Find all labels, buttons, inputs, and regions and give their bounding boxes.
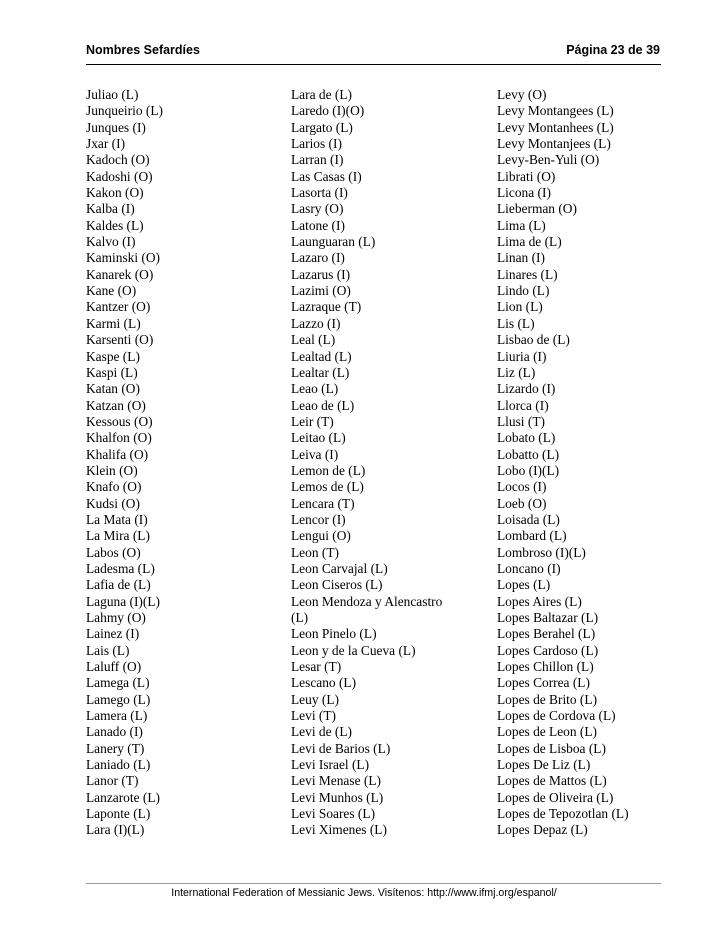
footer-divider (86, 883, 661, 884)
surname-entry: Lopes de Tepozotlan (L) (497, 806, 629, 822)
surname-entry: Leuy (L) (291, 691, 339, 707)
surname-entry: Jxar (I) (86, 136, 126, 152)
surname-entry: Lobo (I)(L) (497, 462, 560, 478)
surname-entry: Lopes Chillon (L) (497, 659, 594, 675)
surname-entry: Kalvo (I) (86, 234, 136, 250)
surname-entry: Lescano (L) (291, 675, 357, 691)
surname-entry: Lopes de Brito (L) (497, 691, 598, 707)
name-column-3 (497, 87, 629, 839)
surname-entry: Loncano (I) (497, 560, 561, 576)
surname-entry: Lamera (L) (86, 708, 148, 724)
surname-entry: Lasorta (I) (291, 185, 348, 201)
surname-entry: Levi Ximenes (L) (291, 822, 387, 838)
surname-entry: Launguaran (L) (291, 234, 376, 250)
surname-entry: Lion (L) (497, 299, 543, 315)
surname-entry: Lopes Baltazar (L) (497, 610, 599, 625)
surname-entry: Leon Carvajal (L) (291, 560, 388, 576)
surname-entry: Liz (L) (497, 364, 536, 380)
surname-entry: Kakon (O) (86, 185, 144, 201)
surname-entry: Loisada (L) (497, 511, 560, 527)
surname-entry: Linares (L) (497, 266, 558, 282)
surname-entry: Lopes (L) (497, 577, 551, 593)
surname-entry: Kane (O) (86, 283, 137, 299)
surname-entry: Kanarek (O) (86, 266, 154, 282)
surname-entry: Lopes de Oliveira (L) (497, 789, 614, 805)
surname-entry: Khalifa (O) (86, 446, 149, 462)
surname-entry: Lazzo (I) (291, 315, 341, 331)
surname-entry: Lesar (T) (291, 659, 342, 675)
surname-entry: Ladesma (L) (86, 560, 155, 576)
surname-entry: Kantzer (O) (86, 299, 151, 315)
surname-entry: Kaminski (O) (86, 250, 161, 266)
surname-entry: Levy (O) (497, 87, 547, 102)
surname-entry: Largato (L) (291, 119, 353, 135)
surname-entry: Leitao (L) (291, 430, 346, 446)
surname-entry: Labos (O) (86, 544, 141, 560)
surname-entry: La Mira (L) (86, 528, 150, 544)
surname-entry: Leon Pinelo (L) (291, 626, 377, 642)
surname-entry: Lazaro (I) (291, 250, 345, 266)
surname-entry: Lamega (L) (86, 675, 150, 691)
surname-entry: Kadoshi (O) (86, 168, 153, 184)
surname-entry: Lealtar (L) (291, 364, 350, 380)
surname-entry: Leao de (L) (291, 397, 355, 413)
surname-entry: Larran (I) (291, 152, 344, 168)
surname-entry: Leon Ciseros (L) (291, 577, 383, 593)
surname-entry: Levi de (L) (291, 724, 352, 740)
surname-entry: Kaspe (L) (86, 348, 140, 364)
surname-entry: Juliao (L) (86, 87, 139, 102)
surname-entry: Lis (L) (497, 315, 535, 331)
surname-entry: Licona (I) (497, 185, 551, 201)
surname-entry: Lara de (L) (291, 87, 352, 102)
surname-entry: Lima de (L) (497, 234, 562, 250)
surname-entry: Leon y de la Cueva (L) (291, 642, 416, 658)
surname-entry: Lombard (L) (497, 528, 567, 544)
surname-entry: Laguna (I)(L) (86, 593, 160, 609)
surname-entry: Lopes Cardoso (L) (497, 642, 599, 658)
surname-entry: Lima (L) (497, 217, 546, 233)
name-column-1 (86, 87, 163, 839)
surname-entry: Lopes Correa (L) (497, 675, 590, 691)
surname-entry: Lieberman (O) (497, 201, 577, 217)
surname-entry: Lasry (O) (291, 201, 344, 217)
surname-entry: Lazimi (O) (291, 283, 351, 299)
surname-entry: Leon Mendoza y Alencastro (291, 593, 443, 609)
surname-entry: Lopes de Lisboa (L) (497, 740, 606, 756)
surname-entry: Laniado (L) (86, 757, 151, 773)
surname-entry: Levi Israel (L) (291, 757, 370, 773)
surname-entry: Lopes Berahel (L) (497, 626, 596, 642)
surname-entry: Levi Munhos (L) (291, 789, 384, 805)
surname-entry: Lombroso (I)(L) (497, 544, 586, 560)
surname-entry: Levi de Barios (L) (291, 740, 391, 756)
surname-entry: Leal (L) (291, 332, 336, 348)
surname-entry: Junqueirio (L) (86, 103, 163, 119)
surname-entry: Lais (L) (86, 642, 130, 658)
surname-entry: Lara (I)(L) (86, 822, 145, 838)
surname-entry: Lainez (I) (86, 626, 140, 642)
surname-entry: Leon (T) (291, 544, 339, 560)
surname-entry: Llusi (T) (497, 413, 545, 429)
surname-entry: Levy Montanhees (L) (497, 119, 614, 135)
surname-entry: Lanado (I) (86, 724, 143, 740)
surname-entry: Lealtad (L) (291, 348, 352, 364)
surname-entry: Lencor (I) (291, 511, 346, 527)
surname-entry: Kaspi (L) (86, 364, 138, 380)
surname-entry: Levy Montangees (L) (497, 103, 614, 119)
surname-entry: Lamego (L) (86, 691, 151, 707)
surname-entry: Lopes De Liz (L) (497, 757, 591, 773)
surname-entry: La Mata (I) (86, 511, 148, 527)
surname-entry: Lobatto (L) (497, 446, 560, 462)
surname-entry: Lemon de (L) (291, 462, 366, 478)
surname-entry: Kadoch (O) (86, 152, 150, 168)
surname-entry: Leiva (I) (291, 446, 339, 462)
surname-entry: Lanzarote (L) (86, 789, 160, 805)
surname-entry: Llorca (I) (497, 397, 549, 413)
surname-entry: Lanor (T) (86, 773, 139, 789)
surname-entry: Larios (I) (291, 136, 342, 152)
surname-entry: Levi Soares (L) (291, 806, 376, 822)
surname-entry: Lizardo (I) (497, 381, 556, 397)
surname-entry: Lanery (T) (86, 740, 145, 756)
surname-entry: Levi Menase (L) (291, 773, 381, 789)
surname-entry: Linan (I) (497, 250, 545, 266)
page-number: Página 23 de 39 (566, 43, 660, 57)
surname-entry: Laluff (O) (86, 659, 142, 675)
surname-entry: Katzan (O) (86, 397, 146, 413)
surname-entry: Levi (T) (291, 708, 336, 724)
surname-entry: Junques (I) (86, 119, 146, 135)
surname-entry: Katan (O) (86, 381, 140, 397)
surname-entry: Lisbao de (L) (497, 332, 570, 348)
surname-entry: Kaldes (L) (86, 217, 144, 233)
page-footer: International Federation of Messianic Jews. Visítenos: http://www.ifmj.org/espanol/ (171, 887, 557, 899)
surname-entry: Knafo (O) (86, 479, 142, 495)
surname-entry: Latone (I) (291, 217, 345, 233)
header-divider (86, 64, 661, 65)
surname-entry: Laponte (L) (86, 806, 151, 822)
surname-entry: Lahmy (O) (86, 610, 146, 625)
surname-entry: Khalfon (O) (86, 430, 152, 446)
surname-entry: Lopes de Leon (L) (497, 724, 598, 740)
surname-entry: Locos (I) (497, 479, 547, 495)
surname-entry: Kudsi (O) (86, 495, 140, 511)
surname-entry: Klein (O) (86, 462, 138, 478)
surname-entry: Karsenti (O) (86, 332, 154, 348)
surname-entry: Lopes de Mattos (L) (497, 773, 607, 789)
surname-entry: Kessous (O) (86, 413, 153, 429)
surname-entry: Lafia de (L) (86, 577, 151, 593)
name-column-2 (291, 87, 442, 839)
document-title: Nombres Sefardíes (86, 43, 200, 57)
surname-entry: Karmi (L) (86, 315, 141, 331)
surname-entry: Levy-Ben-Yuli (O) (497, 152, 600, 168)
surname-entry: Leir (T) (291, 413, 334, 429)
surname-entry: Lencara (T) (291, 495, 355, 511)
surname-entry: Levy Montanjees (L) (497, 136, 611, 152)
surname-entry: (L) (291, 610, 309, 625)
surname-entry: Las Casas (I) (291, 168, 362, 184)
surname-entry: Lopes Aires (L) (497, 593, 582, 609)
surname-entry: Lobato (L) (497, 430, 556, 446)
surname-entry: Lazarus (I) (291, 266, 351, 282)
surname-entry: Lopes de Cordova (L) (497, 708, 616, 724)
surname-entry: Librati (O) (497, 168, 556, 184)
surname-entry: Lengui (O) (291, 528, 351, 544)
surname-entry: Kalba (I) (86, 201, 135, 217)
surname-entry: Liuria (I) (497, 348, 547, 364)
surname-entry: Lazraque (T) (291, 299, 362, 315)
surname-entry: Loeb (O) (497, 495, 547, 511)
surname-entry: Lopes Depaz (L) (497, 822, 588, 838)
surname-entry: Leao (L) (291, 381, 339, 397)
surname-entry: Lemos de (L) (291, 479, 364, 495)
surname-entry: Lindo (L) (497, 283, 550, 299)
surname-entry: Laredo (I)(O) (291, 103, 365, 119)
